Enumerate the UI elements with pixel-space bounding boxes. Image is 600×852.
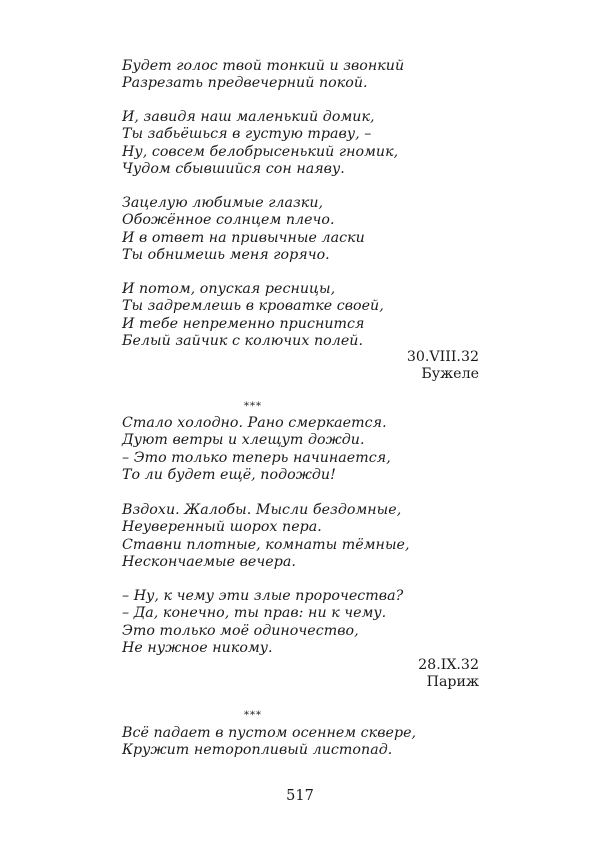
verse-line: Неуверенный шорох пера. bbox=[122, 519, 322, 536]
poem2-stanza-1 bbox=[122, 415, 391, 485]
verse-line: Не нужное никому. bbox=[122, 640, 273, 657]
verse-line: – Ну, к чему эти злые пророчества? bbox=[122, 588, 404, 604]
verse-line: Ты забьёшься в густую траву, – bbox=[122, 126, 372, 143]
poem2-signature bbox=[418, 657, 479, 692]
poem1-place: Бужеле bbox=[421, 366, 479, 383]
verse-line: Кружит неторопливый листопад. bbox=[122, 742, 393, 759]
verse-line: Обожённое солнцем плечо. bbox=[122, 212, 335, 229]
verse-line: – Да, конечно, ты прав: ни к чему. bbox=[122, 605, 387, 622]
poem2-separator-stars: *** bbox=[244, 401, 262, 412]
verse-line: – Это только теперь начинается, bbox=[122, 449, 391, 466]
poem2-place: Париж bbox=[426, 674, 479, 691]
verse-line: Всё падает в пустом осеннем сквере, bbox=[122, 725, 417, 741]
poem2-stanza-3 bbox=[122, 588, 403, 658]
verse-line: Будет голос твой тонкий и звонкий bbox=[122, 58, 405, 74]
verse-line: Ставни плотные, комнаты тёмные, bbox=[122, 536, 410, 553]
verse-line: И потом, опуская ресницы, bbox=[122, 281, 336, 297]
verse-line: Зацелую любимые глазки, bbox=[122, 195, 324, 211]
poem3-stanza-1 bbox=[122, 725, 416, 760]
verse-line: То ли будет ещё, подожди! bbox=[122, 467, 336, 484]
poem2-date: 28.IX.32 bbox=[418, 657, 479, 673]
poem1-signature bbox=[407, 349, 479, 384]
poem1-stanza-3 bbox=[122, 195, 365, 265]
verse-line: Вздохи. Жалобы. Мысли бездомные, bbox=[122, 502, 402, 518]
poem1-stanza-2 bbox=[122, 109, 398, 179]
poem1-stanza-1 bbox=[122, 58, 404, 93]
verse-line: Дуют ветры и хлещут дожди. bbox=[122, 432, 365, 449]
poem1-date: 30.VIII.32 bbox=[406, 349, 479, 365]
page-number: 517 bbox=[286, 788, 314, 804]
verse-line: И в ответ на привычные ласки bbox=[122, 229, 365, 246]
verse-line: Ты обнимешь меня горячо. bbox=[122, 247, 330, 264]
poem2-stanza-2 bbox=[122, 502, 410, 572]
verse-line: Белый зайчик с колючих полей. bbox=[122, 333, 364, 350]
verse-line: И тебе непременно приснится bbox=[122, 315, 365, 332]
verse-line: И, завидя наш маленький домик, bbox=[122, 109, 375, 125]
verse-line: Это только моё одиночество, bbox=[122, 622, 359, 639]
verse-line: Ты задремлешь в кроватке своей, bbox=[122, 298, 384, 315]
verse-line: Ну, совсем белобрысенький гномик, bbox=[122, 143, 399, 160]
verse-line: Чудом сбывшийся сон наяву. bbox=[122, 161, 345, 178]
poem3-separator-stars: *** bbox=[244, 710, 262, 721]
verse-line: Стало холодно. Рано смеркается. bbox=[122, 415, 387, 431]
verse-line: Разрезать предвечерний покой. bbox=[122, 75, 368, 92]
verse-line: Нескончаемые вечера. bbox=[122, 554, 296, 571]
poem1-stanza-4 bbox=[122, 281, 384, 351]
